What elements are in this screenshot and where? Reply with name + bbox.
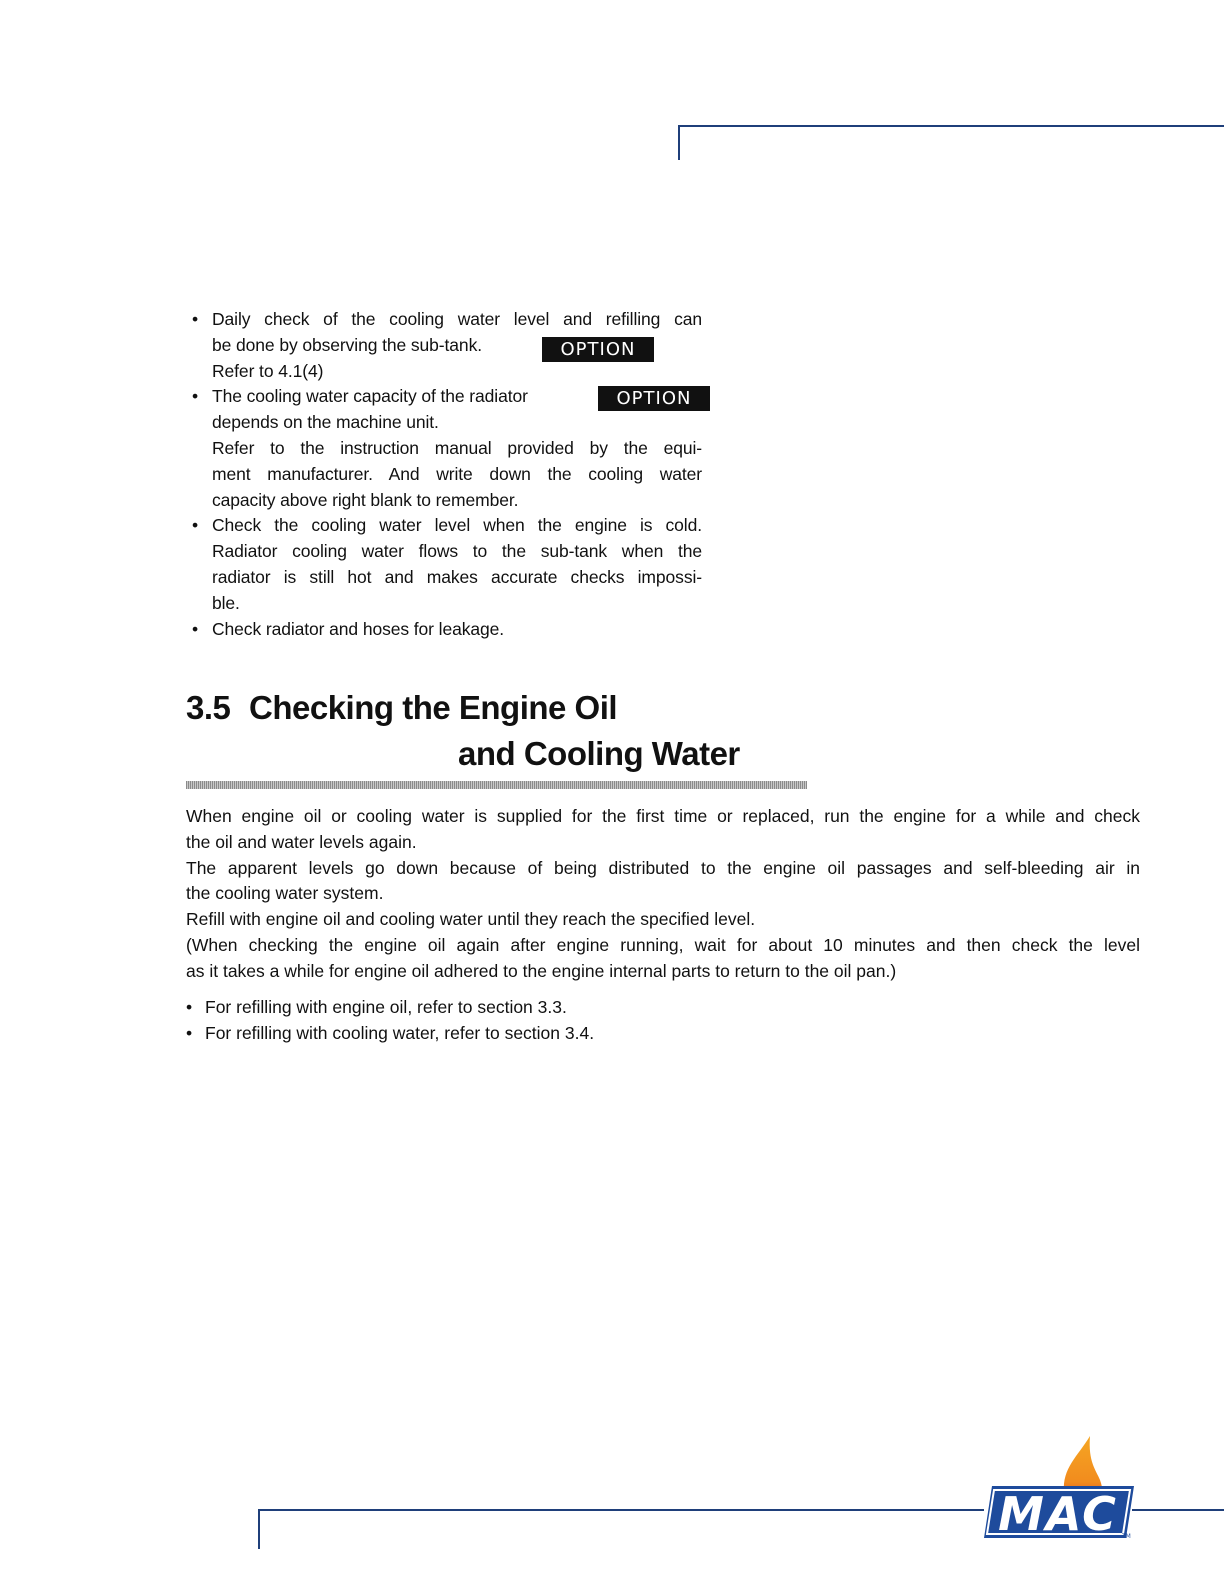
note-line: Refer to the instruction manual provided by the equi- [212,437,702,458]
note-line: ble. [212,592,240,613]
trademark-mark: TM [1122,1533,1131,1540]
logo-text: MAC [998,1487,1118,1541]
note-line: ment manufacturer. And write down the cooling water [212,463,702,484]
bullet-dot: • [192,309,199,329]
list-item [186,995,886,1021]
list-item [192,513,702,616]
reference-line: For refilling with engine oil, refer to section 3.3. [205,997,567,1017]
top-frame-corner [678,125,1224,160]
note-line: Radiator cooling water flows to the sub-tank when the [212,541,702,562]
body-line: The apparent levels go down because of being distributed to the engine oil passages and self-bleeding air in [186,857,1140,878]
note-line: The cooling water capacity of the radiator [212,386,528,407]
bullet-dot: • [192,618,199,639]
note-line: Check the cooling water level when the engine is cold. [212,515,702,536]
body-line: the cooling water system. [186,883,384,904]
option-badge: OPTION [542,337,654,362]
body-line: the oil and water levels again. [186,831,417,852]
section-title-continued: and Cooling Water [458,735,740,772]
note-line: depends on the machine unit. [212,412,439,433]
bullet-dot: • [192,515,199,536]
note-line: Check radiator and hoses for leakage. [212,618,505,639]
heading-rule [186,781,807,789]
refill-references [186,995,886,1047]
note-line: Daily check of the cooling water level and refilling can [212,309,702,329]
list-item [192,617,702,643]
bullet-dot: • [186,1022,193,1043]
body-line: (When checking the engine oil again after engine running, wait for about 10 minutes and then check the level [186,934,1140,955]
bottom-frame-corner [258,1509,984,1549]
section-body [186,804,1140,985]
note-line: Refer to 4.1(4) [212,360,324,381]
section-title: Checking the Engine Oil [249,689,618,726]
option-badge: OPTION [598,386,710,411]
body-line: When engine oil or cooling water is supplied for the first time or replaced, run the engine for a while and check [186,806,1140,826]
list-item [186,1021,886,1047]
body-line: as it takes a while for engine oil adhered to the engine internal parts to return to the oil pan.) [186,960,897,981]
note-line: capacity above right blank to remember. [212,489,519,510]
bullet-dot: • [192,386,199,407]
note-line: radiator is still hot and makes accurate checks impossi- [212,566,702,587]
reference-line: For refilling with cooling water, refer to section 3.4. [205,1022,595,1043]
section-number: 3.5 [186,689,231,726]
bottom-frame-rule [1132,1509,1224,1511]
note-line: be done by observing the sub-tank. [212,334,482,355]
body-line: Refill with engine oil and cooling water until they reach the specified level. [186,909,756,930]
bullet-dot: • [186,997,193,1017]
mac-logo [982,1434,1142,1544]
